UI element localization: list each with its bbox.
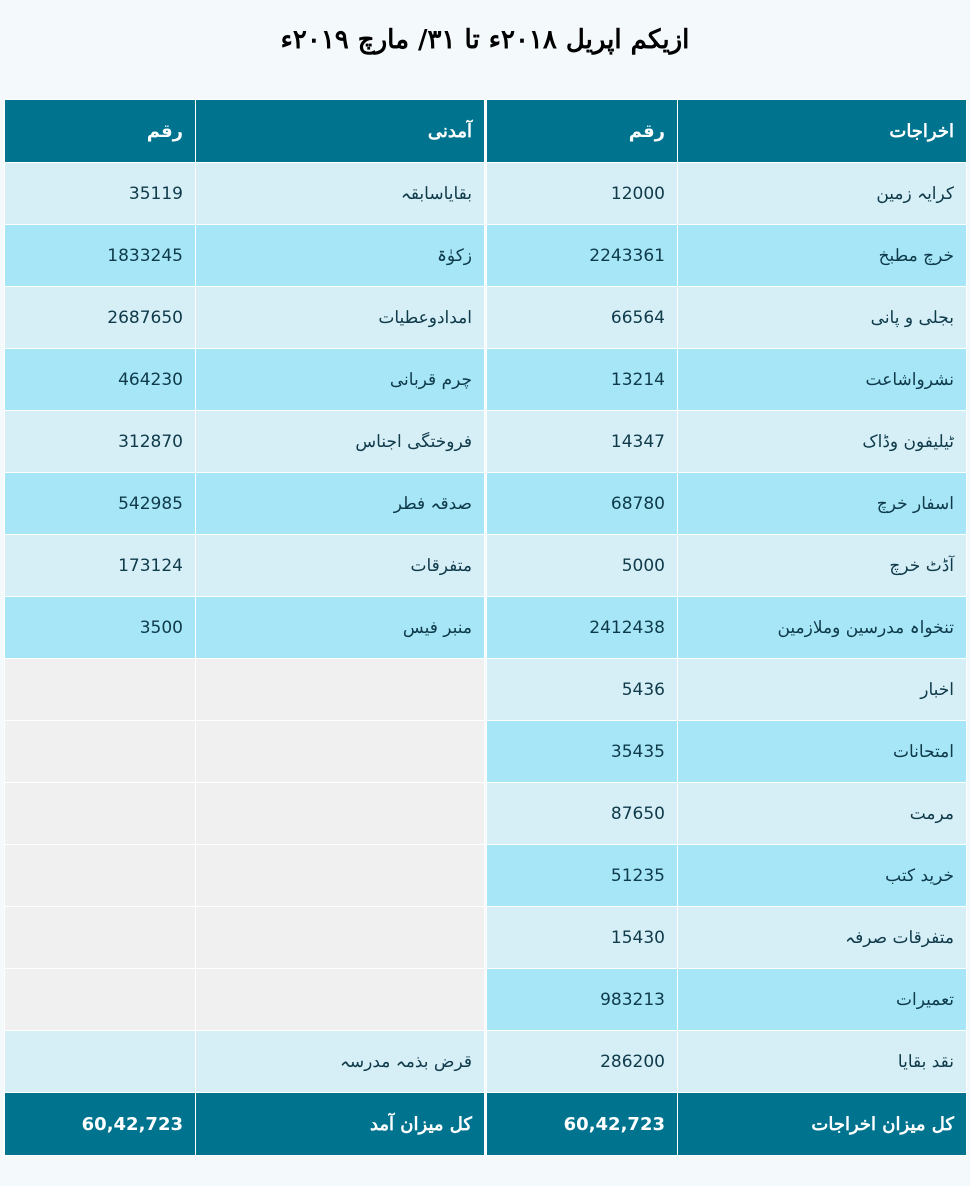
table-row	[487, 783, 967, 845]
expense-label-cell: اخبار	[678, 659, 967, 721]
income-label-cell	[196, 845, 485, 907]
expense-amount-cell: 12000	[487, 163, 678, 225]
expense-label-cell: آڈٹ خرچ	[678, 535, 967, 597]
income-label-cell	[196, 907, 485, 969]
expense-amount-cell: 983213	[487, 969, 678, 1031]
table-row	[5, 535, 485, 597]
table-row	[487, 597, 967, 659]
income-amount-cell	[5, 783, 196, 845]
income-table	[4, 99, 485, 1156]
income-label-cell	[196, 659, 485, 721]
income-header-row	[5, 100, 485, 163]
income-label-cell: منبر فیس	[196, 597, 485, 659]
expense-amount-cell: 68780	[487, 473, 678, 535]
expense-total-row	[487, 1093, 967, 1156]
table-row	[5, 659, 485, 721]
table-row	[5, 721, 485, 783]
table-row	[5, 163, 485, 225]
expense-header-row	[487, 100, 967, 163]
income-amount-cell: 542985	[5, 473, 196, 535]
expense-amount-cell: 66564	[487, 287, 678, 349]
income-header-label: آمدنی	[196, 100, 485, 163]
income-amount-cell: 2687650	[5, 287, 196, 349]
income-label-cell: قرض بذمہ مدرسہ	[196, 1031, 485, 1093]
expense-amount-cell: 2412438	[487, 597, 678, 659]
table-row	[5, 907, 485, 969]
income-header-amount: رقم	[5, 100, 196, 163]
expense-header-label: اخراجات	[678, 100, 967, 163]
income-label-cell: متفرقات	[196, 535, 485, 597]
expense-amount-cell: 51235	[487, 845, 678, 907]
table-row	[487, 907, 967, 969]
expenses-table	[486, 99, 967, 1156]
expense-label-cell: نقد بقایا	[678, 1031, 967, 1093]
expense-label-cell: مرمت	[678, 783, 967, 845]
table-row	[5, 597, 485, 659]
income-total-row	[5, 1093, 485, 1156]
table-row	[487, 349, 967, 411]
expense-total-label: کل میزان اخراجات	[678, 1093, 967, 1156]
income-amount-cell: 1833245	[5, 225, 196, 287]
income-amount-cell: 464230	[5, 349, 196, 411]
income-amount-cell: 3500	[5, 597, 196, 659]
expense-label-cell: ٹیلیفون وڈاک	[678, 411, 967, 473]
expense-label-cell: خرید کتب	[678, 845, 967, 907]
expense-amount-cell: 87650	[487, 783, 678, 845]
income-total-amount: 60,42,723	[5, 1093, 196, 1156]
table-row	[5, 225, 485, 287]
income-amount-cell	[5, 907, 196, 969]
income-amount-cell: 173124	[5, 535, 196, 597]
table-row	[487, 163, 967, 225]
income-label-cell: زکوٰۃ	[196, 225, 485, 287]
expense-label-cell: اسفار خرچ	[678, 473, 967, 535]
income-label-cell: چرم قربانی	[196, 349, 485, 411]
expense-amount-cell: 13214	[487, 349, 678, 411]
table-row	[487, 845, 967, 907]
income-amount-cell	[5, 721, 196, 783]
expense-amount-cell: 14347	[487, 411, 678, 473]
expense-label-cell: بجلی و پانی	[678, 287, 967, 349]
income-label-cell	[196, 721, 485, 783]
table-row	[5, 1031, 485, 1093]
expense-header-amount: رقم	[487, 100, 678, 163]
table-row	[5, 845, 485, 907]
expense-label-cell: متفرقات صرفہ	[678, 907, 967, 969]
table-row	[5, 783, 485, 845]
table-row	[487, 969, 967, 1031]
table-row	[487, 225, 967, 287]
expense-total-amount: 60,42,723	[487, 1093, 678, 1156]
expense-label-cell: تنخواہ مدرسین وملازمین	[678, 597, 967, 659]
expense-amount-cell: 5436	[487, 659, 678, 721]
income-amount-cell	[5, 845, 196, 907]
income-amount-cell	[5, 1031, 196, 1093]
table-row	[5, 473, 485, 535]
income-amount-cell	[5, 659, 196, 721]
page-title: ازیکم اپریل ۲۰۱۸ء تا ۳۱/ مارچ ۲۰۱۹ء	[280, 25, 690, 55]
table-row	[487, 473, 967, 535]
expense-amount-cell: 35435	[487, 721, 678, 783]
table-row	[487, 287, 967, 349]
table-row	[5, 411, 485, 473]
expense-amount-cell: 5000	[487, 535, 678, 597]
table-row	[5, 287, 485, 349]
expense-amount-cell: 286200	[487, 1031, 678, 1093]
table-row	[487, 1031, 967, 1093]
table-row	[487, 535, 967, 597]
expense-amount-cell: 2243361	[487, 225, 678, 287]
income-label-cell	[196, 969, 485, 1031]
income-amount-cell: 312870	[5, 411, 196, 473]
income-label-cell: امدادوعطیات	[196, 287, 485, 349]
expense-label-cell: کرایہ زمین	[678, 163, 967, 225]
table-row	[487, 659, 967, 721]
income-amount-cell: 35119	[5, 163, 196, 225]
expense-amount-cell: 15430	[487, 907, 678, 969]
income-amount-cell	[5, 969, 196, 1031]
income-label-cell: بقایاسابقہ	[196, 163, 485, 225]
expense-label-cell: نشرواشاعت	[678, 349, 967, 411]
expense-label-cell: امتحانات	[678, 721, 967, 783]
expense-label-cell: خرچ مطبخ	[678, 225, 967, 287]
income-label-cell	[196, 783, 485, 845]
income-total-label: کل میزان آمد	[196, 1093, 485, 1156]
table-row	[487, 411, 967, 473]
table-row	[5, 969, 485, 1031]
expense-label-cell: تعمیرات	[678, 969, 967, 1031]
income-label-cell: صدقہ فطر	[196, 473, 485, 535]
table-row	[487, 721, 967, 783]
income-label-cell: فروختگی اجناس	[196, 411, 485, 473]
table-row	[5, 349, 485, 411]
